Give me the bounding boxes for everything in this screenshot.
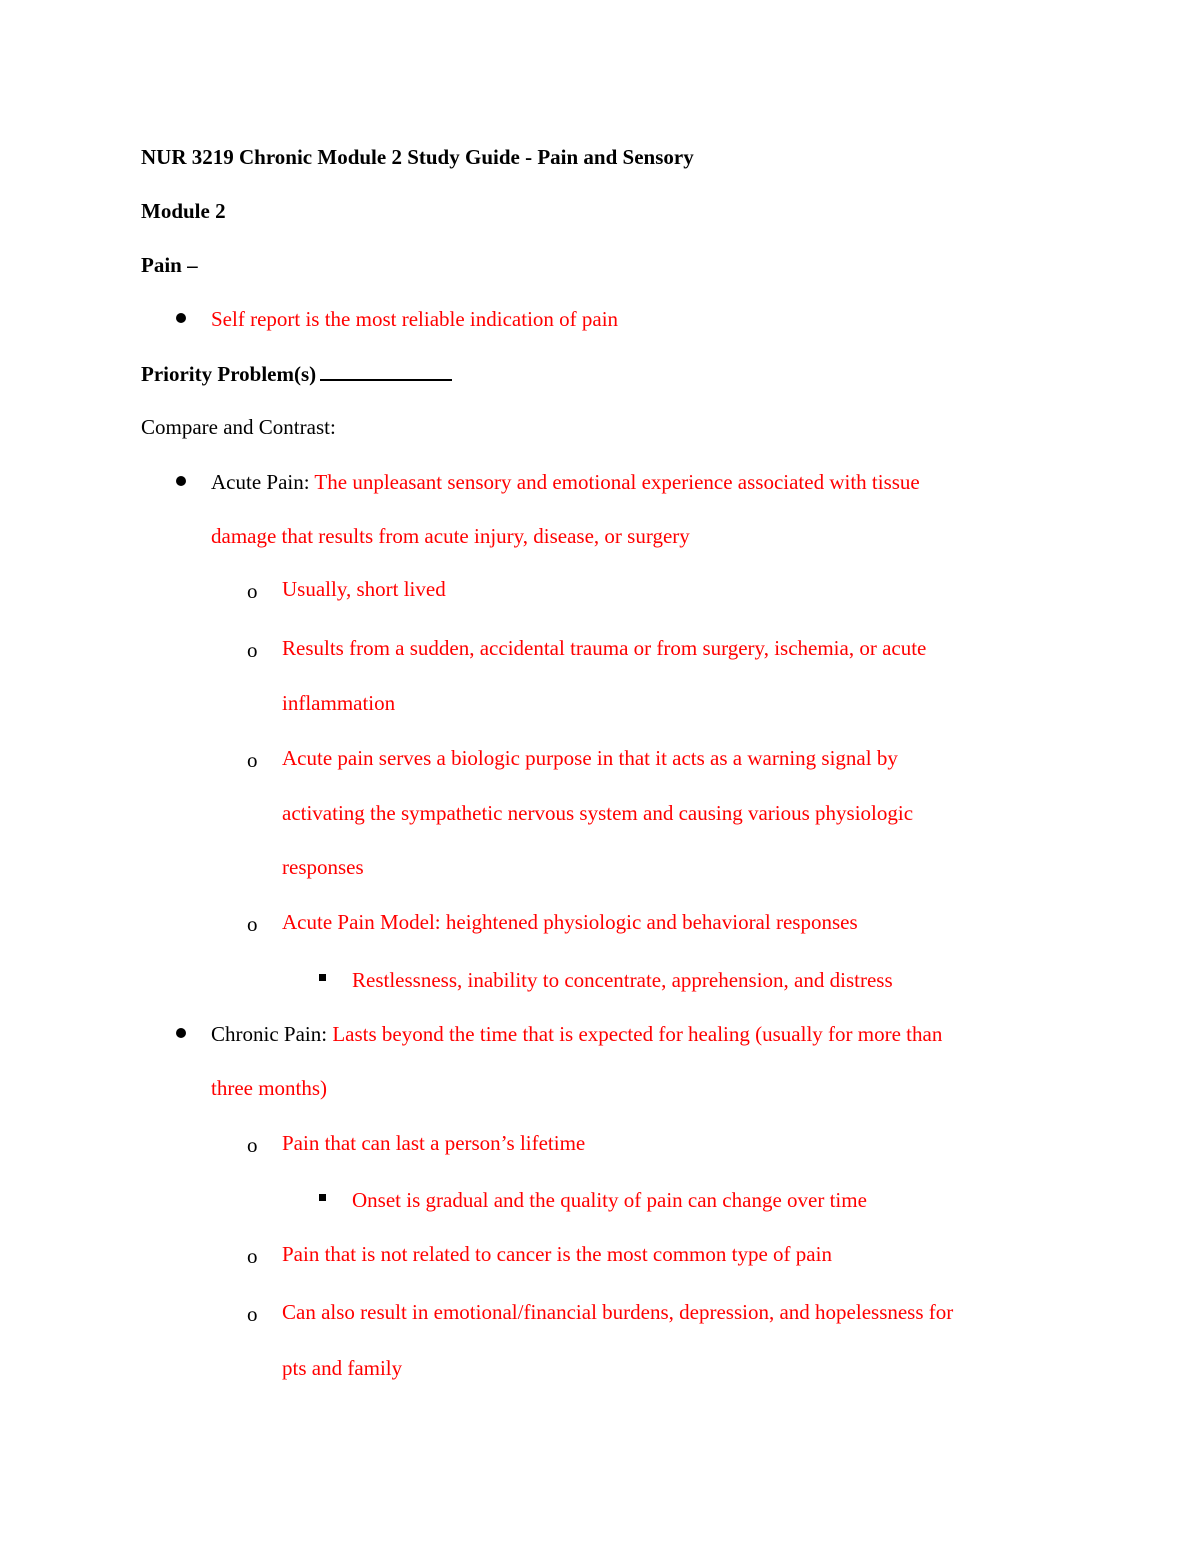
bullet-square-icon (319, 1194, 326, 1201)
pain-bullet-text: Self report is the most reliable indication of pain (211, 307, 619, 331)
acute-sub3-line2: activating the sympathetic nervous system and causing various physiologic (282, 801, 914, 825)
acute-sub1: Usually, short lived (282, 577, 446, 601)
bullet-o-icon: o (247, 1302, 258, 1326)
acute-sub2-line2: inflammation (282, 691, 396, 715)
module-heading: Module 2 (141, 199, 226, 223)
acute-pain-line1 (211, 468, 920, 496)
acute-pain-desc1: The unpleasant sensory and emotional experience associated with tissue (309, 470, 920, 494)
chronic-pain-desc1: Lasts beyond the time that is expected for healing (usually for more than (327, 1022, 943, 1046)
acute-sub2-line1: Results from a sudden, accidental trauma or from surgery, ischemia, or acute (282, 636, 927, 660)
bullet-dot-icon (176, 1028, 186, 1038)
acute-sub4-item: Restlessness, inability to concentrate, apprehension, and distress (352, 968, 893, 992)
chronic-sub3-line1: Can also result in emotional/financial burdens, depression, and hopelessness for (282, 1300, 954, 1324)
acute-sub3-line1: Acute pain serves a biologic purpose in that it acts as a warning signal by (282, 746, 898, 770)
chronic-sub1: Pain that can last a person’s lifetime (282, 1131, 586, 1155)
bullet-dot-icon (176, 476, 186, 486)
chronic-pain-line1 (211, 1020, 942, 1048)
acute-sub3-line3: responses (282, 855, 364, 879)
chronic-sub3-line2: pts and family (282, 1356, 403, 1380)
chronic-sub2: Pain that is not related to cancer is the most common type of pain (282, 1242, 832, 1266)
compare-heading: Compare and Contrast: (141, 415, 336, 439)
bullet-o-icon: o (247, 1244, 258, 1268)
pain-heading: Pain – (141, 253, 198, 277)
priority-problem-blank (320, 359, 452, 381)
priority-problem-text: Priority Problem(s) (141, 362, 317, 386)
chronic-pain-desc2: three months) (211, 1076, 328, 1100)
bullet-o-icon: o (247, 912, 258, 936)
bullet-o-icon: o (247, 748, 258, 772)
acute-pain-desc2: damage that results from acute injury, disease, or surgery (211, 524, 690, 548)
bullet-o-icon: o (247, 638, 258, 662)
acute-pain-label: Acute Pain: (211, 470, 310, 494)
priority-problem-label (141, 359, 452, 388)
chronic-pain-label: Chronic Pain: (211, 1022, 328, 1046)
bullet-square-icon (319, 974, 326, 981)
bullet-dot-icon (176, 313, 186, 323)
bullet-o-icon: o (247, 1133, 258, 1157)
document-title: NUR 3219 Chronic Module 2 Study Guide - Pain and Sensory (141, 145, 694, 169)
bullet-o-icon: o (247, 579, 258, 603)
chronic-sub1-item: Onset is gradual and the quality of pain can change over time (352, 1188, 867, 1212)
acute-sub4: Acute Pain Model: heightened physiologic and behavioral responses (282, 910, 858, 934)
